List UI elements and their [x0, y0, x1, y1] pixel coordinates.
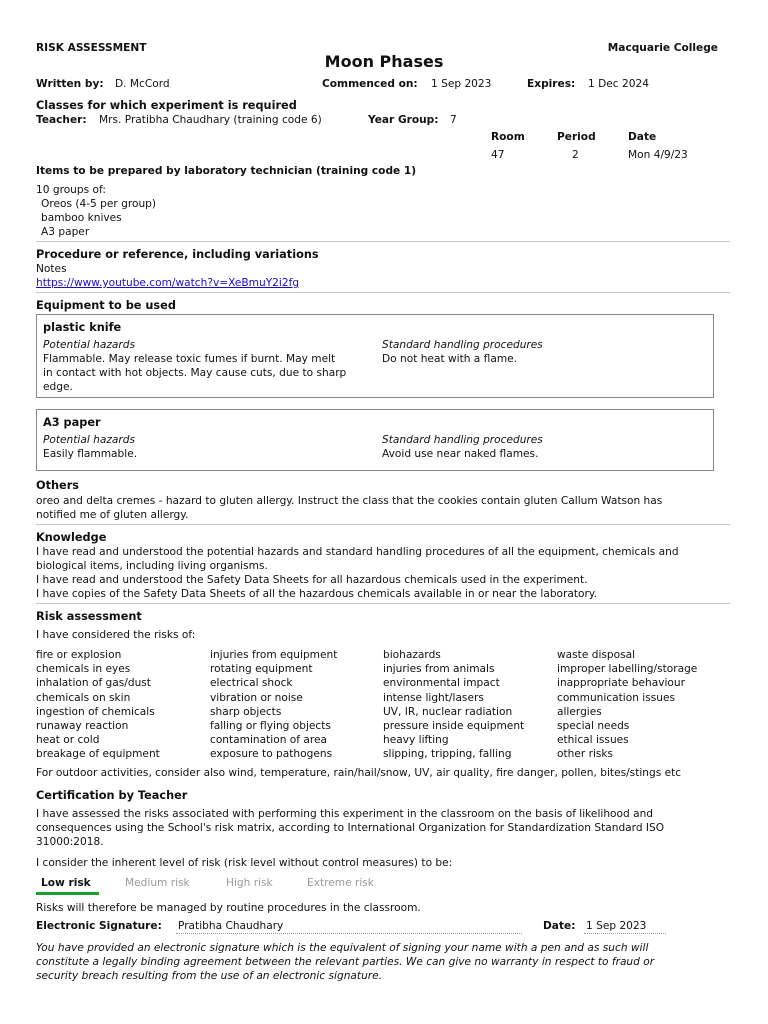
risk-item: environmental impact — [383, 677, 500, 690]
signature-value: Pratibha Chaudhary — [178, 920, 284, 932]
equipment-card — [36, 409, 714, 471]
knowledge-line: biological items, including living organisms. — [36, 560, 268, 572]
inherent-risk-text: I consider the inherent level of risk (risk level without control measures) to be: — [36, 857, 453, 869]
hazards-line: in contact with hot objects. May cause cuts, due to sharp — [43, 367, 347, 379]
items-line: Oreos (4-5 per group) — [41, 198, 157, 210]
year-group-label: Year Group: — [368, 114, 439, 126]
written-by-label: Written by: — [36, 78, 104, 90]
risk-item: intense light/lasers — [383, 691, 484, 704]
risk-item: breakage of equipment — [36, 748, 160, 761]
risk-item: ethical issues — [557, 734, 629, 747]
hazards-label: Potential hazards — [43, 434, 136, 446]
risk-item: falling or flying objects — [210, 720, 331, 733]
risk-item: communication issues — [557, 691, 676, 704]
hazards-line: Easily flammable. — [43, 448, 138, 460]
risk-item: chemicals on skin — [36, 691, 131, 704]
classes-heading: Classes for which experiment is required — [36, 99, 297, 112]
risk-item: injuries from animals — [383, 663, 495, 676]
risk-item: improper labelling/storage — [557, 663, 698, 676]
procedures-label: Standard handling procedures — [382, 434, 543, 446]
risk-item: inhalation of gas/dust — [36, 677, 151, 690]
written-by-value: D. McCord — [115, 78, 170, 90]
risk-item: ingestion of chemicals — [36, 705, 155, 718]
signature-date-value: 1 Sep 2023 — [586, 920, 647, 932]
equipment-card — [36, 314, 714, 398]
risk-item: UV, IR, nuclear radiation — [383, 705, 513, 718]
procedure-link[interactable]: https://www.youtube.com/watch?v=XeBmuY2i2fg — [36, 277, 300, 289]
certification-line: 31000:2018. — [36, 836, 104, 848]
risk-item: runaway reaction — [36, 720, 129, 733]
items-line: A3 paper — [41, 226, 90, 238]
year-group-value: 7 — [450, 114, 457, 126]
signature-date-field[interactable] — [584, 919, 666, 934]
certification-line: I have assessed the risks associated with performing this experiment in the classroom on the basis of likelihood and — [36, 808, 654, 820]
disclaimer-line: security breach resulting from the use of an electronic signature. — [36, 970, 383, 982]
certification-line: consequences using the School's risk matrix, according to International Organization for Standardization Standard ISO — [36, 822, 665, 834]
equipment-name: plastic knife — [43, 321, 122, 334]
others-heading: Others — [36, 479, 80, 492]
risk-item: inappropriate behaviour — [557, 677, 685, 690]
teacher-value: Mrs. Pratibha Chaudhary (training code 6) — [99, 114, 322, 126]
items-line: bamboo knives — [41, 212, 122, 224]
items-heading: Items to be prepared by laboratory technician (training code 1) — [36, 165, 417, 177]
risk-column — [210, 648, 337, 762]
disclaimer-line: constitute a legally binding agreement between the relevant parties. We can give no warranty in respect to fraud or — [36, 956, 655, 968]
equipment-name: A3 paper — [43, 416, 101, 429]
risk-item: vibration or noise — [210, 691, 303, 704]
items-line: 10 groups of: — [36, 184, 106, 196]
period-header: Period — [557, 131, 596, 143]
signature-date-label: Date: — [543, 920, 576, 932]
risk-level-medium-tab[interactable]: Medium risk — [125, 877, 190, 889]
risk-column — [557, 648, 697, 762]
document-type: RISK ASSESSMENT — [36, 42, 147, 54]
procedures-text: Avoid use near naked flames. — [382, 448, 539, 460]
page-title: Moon Phases — [324, 52, 444, 71]
commenced-label: Commenced on: — [322, 78, 418, 90]
procedures-text: Do not heat with a flame. — [382, 353, 518, 365]
risk-item: slipping, tripping, falling — [383, 748, 512, 761]
risk-item: fire or explosion — [36, 649, 122, 661]
divider — [36, 292, 730, 293]
risk-item: rotating equipment — [210, 663, 313, 676]
risk-item: chemicals in eyes — [36, 663, 131, 676]
procedure-heading: Procedure or reference, including variations — [36, 248, 319, 261]
managed-text: Risks will therefore be managed by routine procedures in the classroom. — [36, 902, 421, 914]
hazards-line: edge. — [43, 381, 73, 393]
active-risk-indicator — [36, 892, 99, 895]
risk-item: allergies — [557, 705, 602, 718]
risk-level-high-tab[interactable]: High risk — [226, 877, 273, 889]
procedure-notes: Notes — [36, 263, 67, 275]
risk-item: electrical shock — [210, 677, 293, 690]
risk-item: injuries from equipment — [210, 649, 338, 661]
commenced-value: 1 Sep 2023 — [431, 78, 492, 90]
risk-item: special needs — [557, 720, 630, 733]
risk-item: heat or cold — [36, 734, 100, 747]
risk-item: sharp objects — [210, 705, 282, 718]
period-value: 2 — [572, 149, 579, 161]
outdoor-note: For outdoor activities, consider also wind, temperature, rain/hail/snow, UV, air quality, fire danger, pollen, bites/stings etc — [36, 767, 682, 779]
room-header: Room — [491, 131, 525, 143]
divider — [36, 241, 730, 242]
risk-column — [383, 648, 524, 762]
disclaimer-line: You have provided an electronic signature which is the equivalent of signing your name with a pen and as such will — [36, 942, 649, 954]
risk-item: exposure to pathogens — [210, 748, 333, 761]
risk-item: pressure inside equipment — [383, 720, 525, 733]
risk-item: waste disposal — [557, 649, 636, 661]
equipment-heading: Equipment to be used — [36, 299, 176, 312]
divider — [36, 524, 730, 525]
risk-heading: Risk assessment — [36, 610, 142, 623]
knowledge-line: I have read and understood the potential hazards and standard handling procedures of all the equipment, chemicals and — [36, 546, 679, 558]
hazards-label: Potential hazards — [43, 339, 136, 351]
risk-level-extreme-tab[interactable]: Extreme risk — [307, 877, 374, 889]
knowledge-line: I have copies of the Safety Data Sheets of all the hazardous chemicals available in or near the laboratory. — [36, 588, 597, 600]
risk-intro: I have considered the risks of: — [36, 629, 196, 641]
school-name: Macquarie College — [607, 42, 718, 54]
expires-value: 1 Dec 2024 — [588, 78, 649, 90]
risk-column — [36, 648, 160, 762]
others-line: oreo and delta cremes - hazard to gluten allergy. Instruct the class that the cookies contain gluten Callum Watson has — [36, 495, 663, 507]
date-header: Date — [628, 131, 657, 143]
certification-heading: Certification by Teacher — [36, 789, 188, 802]
divider — [36, 603, 730, 604]
knowledge-heading: Knowledge — [36, 531, 107, 544]
hazards-line: Flammable. May release toxic fumes if burnt. May melt — [43, 353, 336, 365]
signature-label: Electronic Signature: — [36, 920, 162, 932]
room-value: 47 — [491, 149, 505, 161]
risk-level-low-tab[interactable]: Low risk — [41, 877, 91, 889]
risk-item: contamination of area — [210, 734, 327, 747]
risk-item: biohazards — [383, 649, 441, 661]
others-line: notified me of gluten allergy. — [36, 509, 189, 521]
expires-label: Expires: — [527, 78, 576, 90]
risk-item: heavy lifting — [383, 734, 449, 747]
knowledge-line: I have read and understood the Safety Data Sheets for all hazardous chemicals used in the experiment. — [36, 574, 588, 586]
teacher-label: Teacher: — [36, 114, 87, 126]
signature-field[interactable] — [176, 919, 522, 934]
date-value: Mon 4/9/23 — [628, 149, 688, 161]
procedures-label: Standard handling procedures — [382, 339, 543, 351]
risk-item: other risks — [557, 748, 614, 761]
